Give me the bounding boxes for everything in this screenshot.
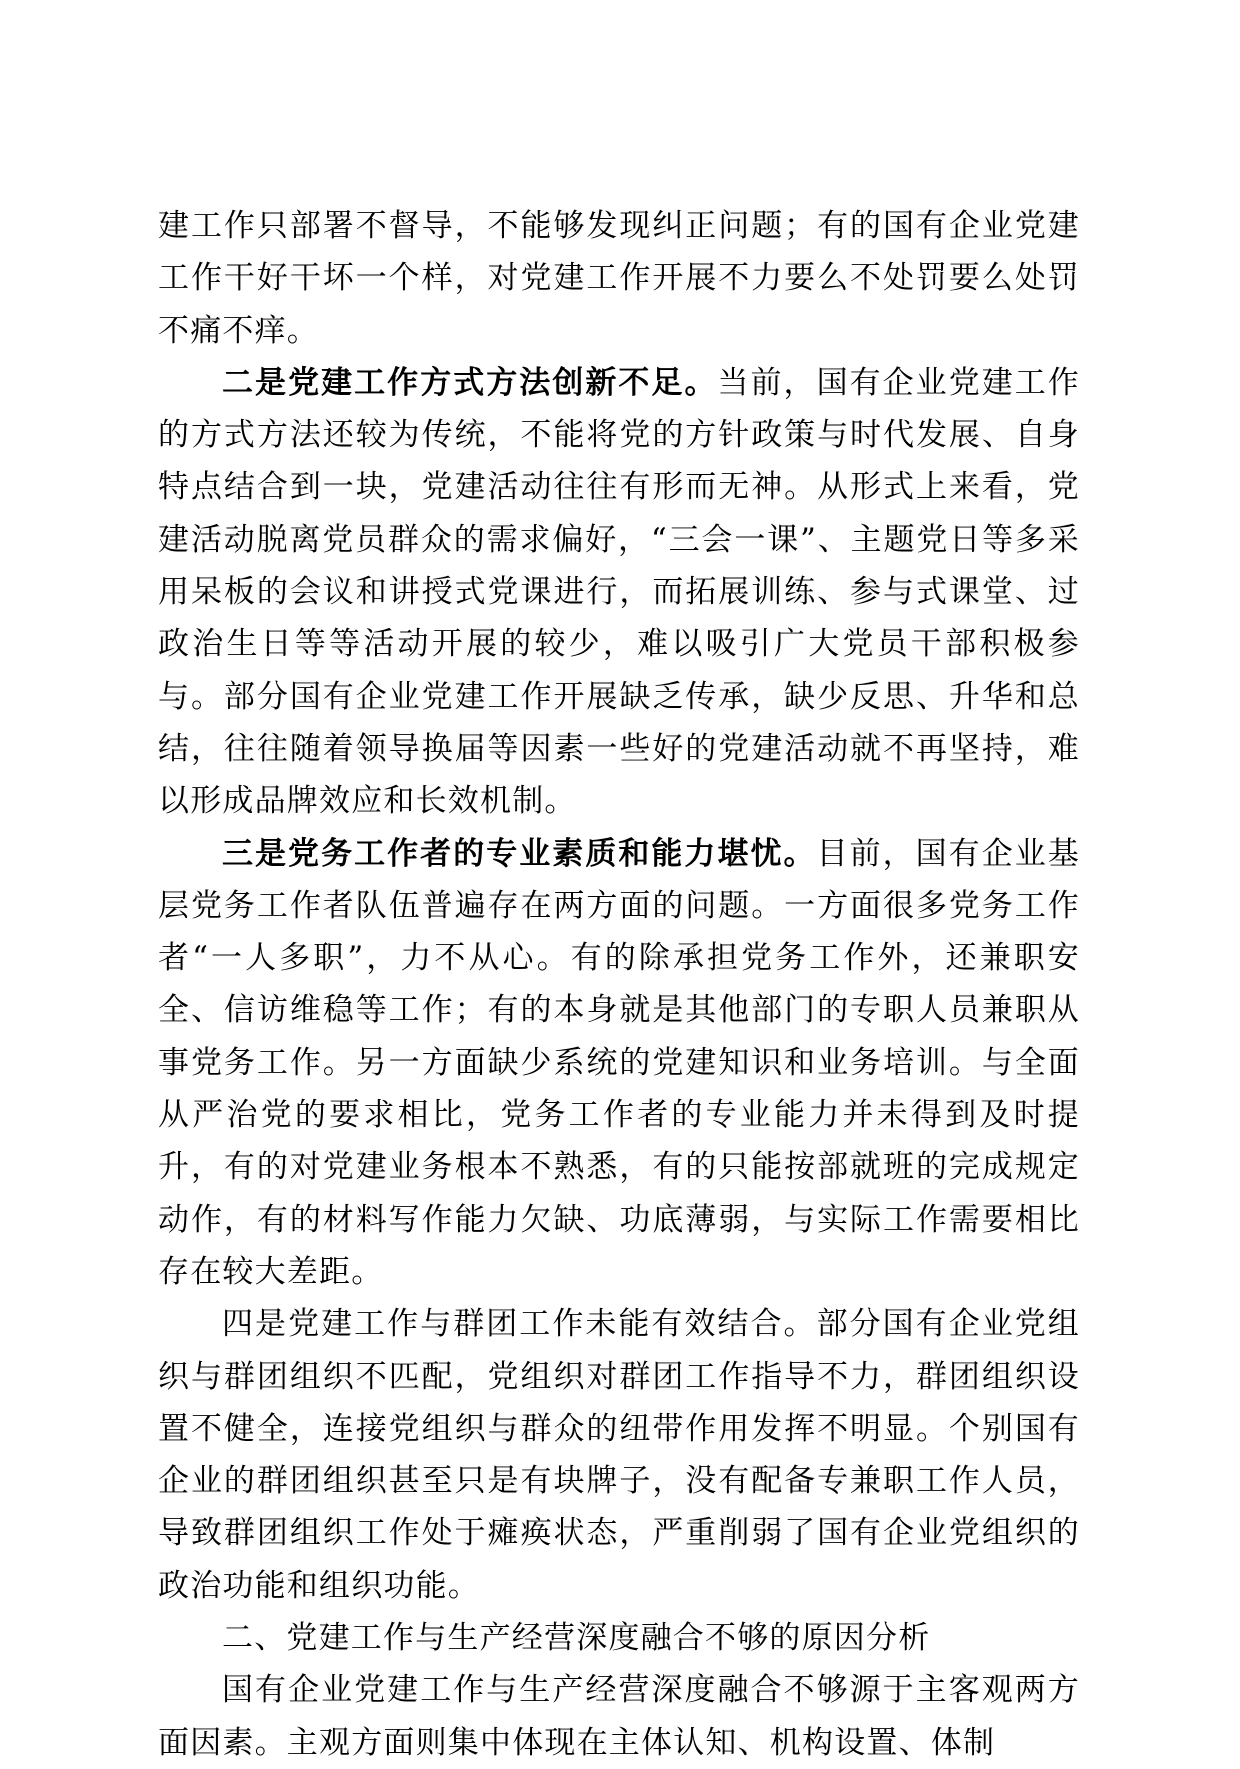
document-page [158,200,1080,1769]
paragraph-text: 当前，国有企业党建工作的方式方法还较为传统，不能将党的方针政策与时代发展、自身特点结合到一块，党建活动往往有形而无神。从形式上来看，党建活动脱离党员群众的需求偏好，“三会一课”、主题党日等多采用呆板的会议和讲授式党课进行，而拓展训练、参与式课堂、过政治生日等等活动开展的较少，难以吸引广大党员干部积极参与。部分国有企业党建工作开展缺乏传承，缺少反思、升华和总结，往往随着领导换届等因素一些好的党建活动就不再坚持，难以形成品牌效应和长效机制。 [158,364,1081,820]
section-heading: 二、党建工作与生产经营深度融合不够的原因分析 [222,1620,931,1657]
paragraph-mass-organizations [158,1298,1080,1612]
paragraph-cause-analysis: 国有企业党建工作与生产经营深度融合不够源于主客观两方面因素。主观方面则集中体现在主体认知、机构设置、体制 [158,1672,1080,1761]
paragraph-text: 目前，国有企业基层党务工作者队伍普遍存在两方面的问题。一方面很多党务工作者“一人多职”，力不从心。有的除承担党务工作外，还兼职安全、信访维稳等工作；有的本身就是其他部门的专职人员兼职从事党务工作。另一方面缺少系统的党建知识和业务培训。与全面从严治党的要求相比，党务工作者的专业能力并未得到及时提升，有的对党建业务根本不熟悉，有的只能按部就班的完成规定动作，有的材料写作能力欠缺、功底薄弱，与实际工作需要相比存在较大差距。 [158,835,1080,1290]
paragraph-continuation [158,200,1080,357]
paragraph-staff-competence [158,828,1080,1299]
paragraph-method-innovation [158,357,1080,828]
paragraph-text: 建工作只部署不督导，不能够发现纠正问题；有的国有企业党建工作干好干坏一个样，对党建工作开展不力要么不处罚要么处罚不痛不痒。 [158,208,1080,349]
paragraph-lead: 二是党建工作方式方法创新不足。 [222,364,718,401]
paragraph-lead: 三是党务工作者的专业素质和能力堪忧。 [222,835,817,872]
paragraph-text: 四是党建工作与群团工作未能有效结合。部分国有企业党组织与群团组织不匹配，党组织对群团工作指导不力，群团组织设置不健全，连接党组织与群众的纽带作用发挥不明显。个别国有企业的群团组织甚至只是有块牌子，没有配备专兼职工作人员，导致群团组织工作处于瘫痪状态，严重削弱了国有企业党组织的政治功能和组织功能。 [158,1306,1080,1604]
